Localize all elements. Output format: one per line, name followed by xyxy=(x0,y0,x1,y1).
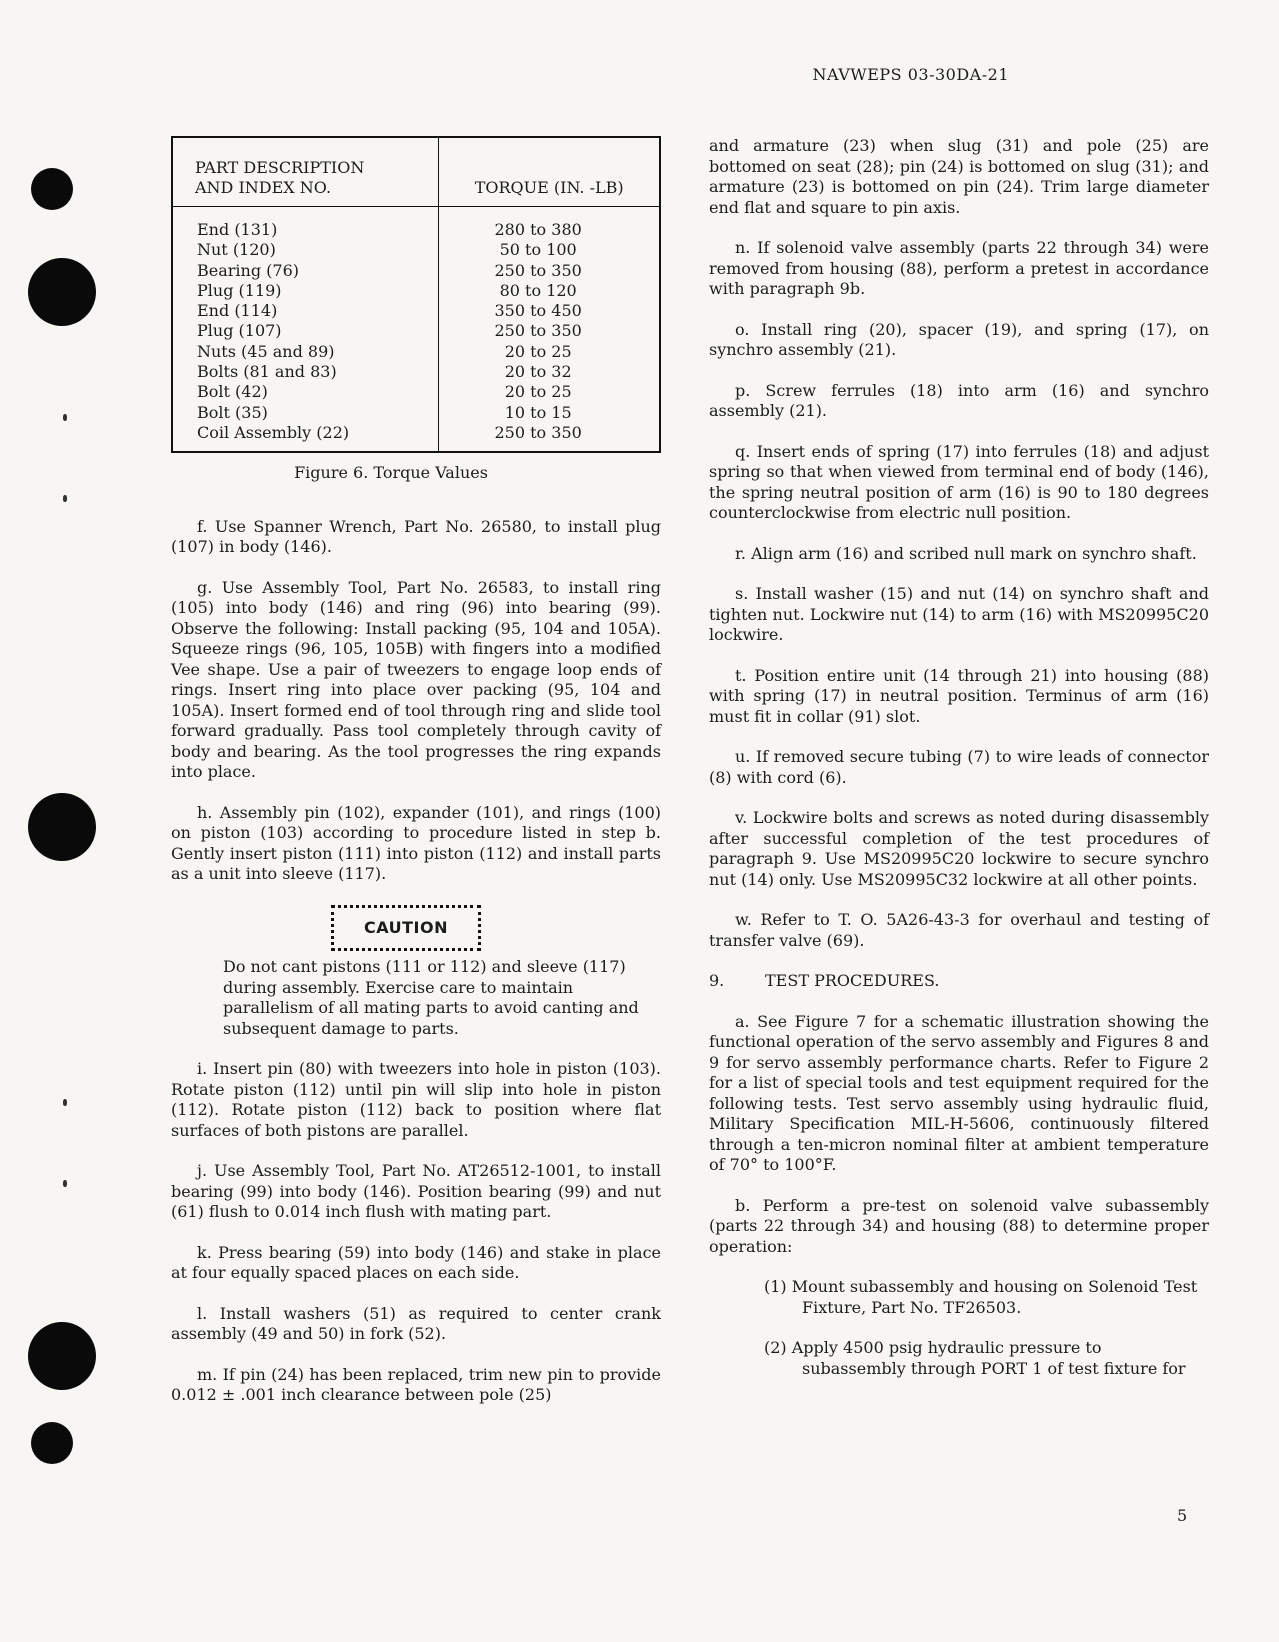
part-cell: End (131) xyxy=(197,220,278,239)
punch-hole xyxy=(28,793,96,861)
punch-hole xyxy=(31,168,73,210)
step-u: u. If removed secure tubing (7) to wire leads of connector (8) with cord (6). xyxy=(709,747,1209,787)
part-cell: End (114) xyxy=(197,301,278,321)
test-step-b-2: (2) Apply 4500 psig hydraulic pressure to subassembly through PORT 1 of test fixture for xyxy=(764,1338,1186,1378)
torque-cell: 10 to 15 xyxy=(439,403,660,423)
document-number: NAVWEPS 03-30DA-21 xyxy=(812,65,1009,84)
torque-cell: 280 to 380 xyxy=(439,207,660,241)
table-row xyxy=(172,342,660,362)
step-s: s. Install washer (15) and nut (14) on synchro shaft and tighten nut. Lockwire nut (14) to arm (16) with MS20995C20 lockwire. xyxy=(709,584,1209,644)
torque-cell: 80 to 120 xyxy=(439,281,660,301)
torque-cell: 50 to 100 xyxy=(439,240,660,260)
part-cell: Bolts (81 and 83) xyxy=(197,362,337,382)
torque-cell: 250 to 350 xyxy=(439,321,660,341)
step-o: o. Install ring (20), spacer (19), and spring (17), on synchro assembly (21). xyxy=(709,319,1209,359)
table-row xyxy=(172,382,660,402)
step-f: f. Use Spanner Wrench, Part No. 26580, to install plug (107) in body (146). xyxy=(171,516,661,557)
section-title: TEST PROCEDURES. xyxy=(765,971,940,990)
table-row xyxy=(172,207,660,241)
table-row xyxy=(172,281,660,301)
torque-cell: 250 to 350 xyxy=(439,423,660,452)
margin-mark xyxy=(63,1099,67,1106)
step-i: i. Insert pin (80) with tweezers into hole in piston (103). Rotate piston (112) until pin will slip into hole in piston (112). Rotate piston (112) back to position where flat surfaces of both pistons are parallel. xyxy=(171,1059,661,1140)
step-n: n. If solenoid valve assembly (parts 22 through 34) were removed from housing (88), perform a pretest in accordance with paragraph 9b. xyxy=(709,238,1209,298)
torque-cell: 250 to 350 xyxy=(439,261,660,281)
step-q: q. Insert ends of spring (17) into ferrules (18) and adjust spring so that when viewed from terminal end of body (146), the spring neutral position of arm (16) is 90 to 180 degrees counterclockwise from electric null position. xyxy=(709,441,1209,522)
page-number: 5 xyxy=(1177,1506,1188,1525)
step-g: g. Use Assembly Tool, Part No. 26583, to install ring (105) into body (146) and ring (96) into bearing (99). Observe the following: Install packing (95, 104 and 105A). Squeeze rings (96, 105, 105B) with fingers into a modified Vee shape. Use a pair of tweezers to engage loop ends of rings. Insert ring into place over packing (95, 104 and 105A). Insert formed end of tool through ring and slide tool forward gradually. Pass tool completely through cavity of body and bearing. As the tool progresses the ring expands into place. xyxy=(171,577,661,782)
table-row xyxy=(172,362,660,382)
punch-hole xyxy=(28,1322,96,1390)
table-row xyxy=(172,261,660,281)
torque-cell: 20 to 32 xyxy=(439,362,660,382)
part-cell: Bolt (35) xyxy=(197,402,268,422)
torque-table xyxy=(171,136,661,453)
step-k: k. Press bearing (59) into body (146) and stake in place at four equally spaced places on each side. xyxy=(171,1242,661,1283)
margin-mark xyxy=(63,495,67,502)
right-column xyxy=(709,136,1209,1399)
part-cell: Nut (120) xyxy=(197,240,276,260)
part-cell: Plug (107) xyxy=(197,321,282,341)
margin-mark xyxy=(63,414,67,421)
figure-caption: Figure 6. Torque Values xyxy=(294,463,488,483)
part-cell: Bolt (42) xyxy=(197,382,268,402)
table-row xyxy=(172,321,660,341)
step-l: l. Install washers (51) as required to center crank assembly (49 and 50) in fork (52). xyxy=(171,1303,661,1344)
caution-text: Do not cant pistons (111 or 112) and sleeve (117) during assembly. Exercise care to maintain parallelism of all mating parts to avoid canting and subsequent damage to parts. xyxy=(223,957,639,1038)
part-cell: Nuts (45 and 89) xyxy=(197,341,335,361)
step-w: w. Refer to T. O. 5A26-43-3 for overhaul and testing of transfer valve (69). xyxy=(709,910,1209,950)
part-cell: Coil Assembly (22) xyxy=(197,422,350,442)
step-r: r. Align arm (16) and scribed null mark on synchro shaft. xyxy=(735,543,1197,563)
table-row xyxy=(172,301,660,321)
punch-hole xyxy=(28,258,96,326)
step-m: m. If pin (24) has been replaced, trim new pin to provide 0.012 ± .001 inch clearance between pole (25) xyxy=(171,1364,661,1405)
table-row xyxy=(172,240,660,260)
margin-mark xyxy=(63,1180,67,1187)
part-cell: Plug (119) xyxy=(197,280,282,300)
table-row xyxy=(172,403,660,423)
torque-cell: 350 to 450 xyxy=(439,301,660,321)
torque-cell: 20 to 25 xyxy=(439,382,660,402)
step-t: t. Position entire unit (14 through 21) into housing (88) with spring (17) in neutral position. Terminus of arm (16) must fit in collar (91) slot. xyxy=(709,665,1209,726)
step-v: v. Lockwire bolts and screws as noted during disassembly after successful completion of the test procedures of paragraph 9. Use MS20995C20 lockwire to secure synchro nut (14) only. Use MS20995C32 lockwire at all other points. xyxy=(709,808,1209,889)
test-step-b: b. Perform a pre-test on solenoid valve subassembly (parts 22 through 34) and housing (88) to determine proper operation: xyxy=(709,1195,1209,1256)
part-cell: Bearing (76) xyxy=(197,260,300,280)
torque-col-value-header: TORQUE (IN. -LB) xyxy=(439,137,660,207)
left-column xyxy=(171,136,661,1426)
step-p: p. Screw ferrules (18) into arm (16) and synchro assembly (21). xyxy=(709,380,1209,420)
caution-block xyxy=(171,905,661,952)
step-j: j. Use Assembly Tool, Part No. AT26512-1001, to install bearing (99) into body (146). Position bearing (99) and nut (61) flush to 0.014 inch flush with mating part. xyxy=(171,1161,661,1222)
test-step-a: a. See Figure 7 for a schematic illustration showing the functional operation of the servo assembly and Figures 8 and 9 for servo assembly performance charts. Refer to Figure 2 for a list of special tools and test equipment required for the following tests. Test servo assembly using hydraulic fluid, Military Specification MIL-H-5606, continuously filtered through a ten-micron nominal filter at ambient temperature of 70° to 100°F. xyxy=(709,1011,1209,1174)
test-step-b-1: (1) Mount subassembly and housing on Solenoid Test Fixture, Part No. TF26503. xyxy=(764,1277,1198,1317)
section-heading xyxy=(709,971,1209,992)
torque-cell: 20 to 25 xyxy=(439,342,660,362)
caution-label: CAUTION xyxy=(331,905,481,952)
section-number: 9. xyxy=(709,971,725,990)
step-h: h. Assembly pin (102), expander (101), and rings (100) on piston (103) according to procedure listed in step b. Gently insert piston (111) into piston (112) and install parts as a unit into sleeve (117). xyxy=(171,802,661,884)
torque-col-part-header: PART DESCRIPTION AND INDEX NO. xyxy=(172,137,439,207)
punch-hole xyxy=(31,1422,73,1464)
step-m-continued: and armature (23) when slug (31) and pole (25) are bottomed on seat (28); pin (24) is bottomed on slug (31); and armature (23) is bottomed on pin (24). Trim large diameter end flat and square to pin axis. xyxy=(709,136,1209,217)
table-row xyxy=(172,423,660,452)
